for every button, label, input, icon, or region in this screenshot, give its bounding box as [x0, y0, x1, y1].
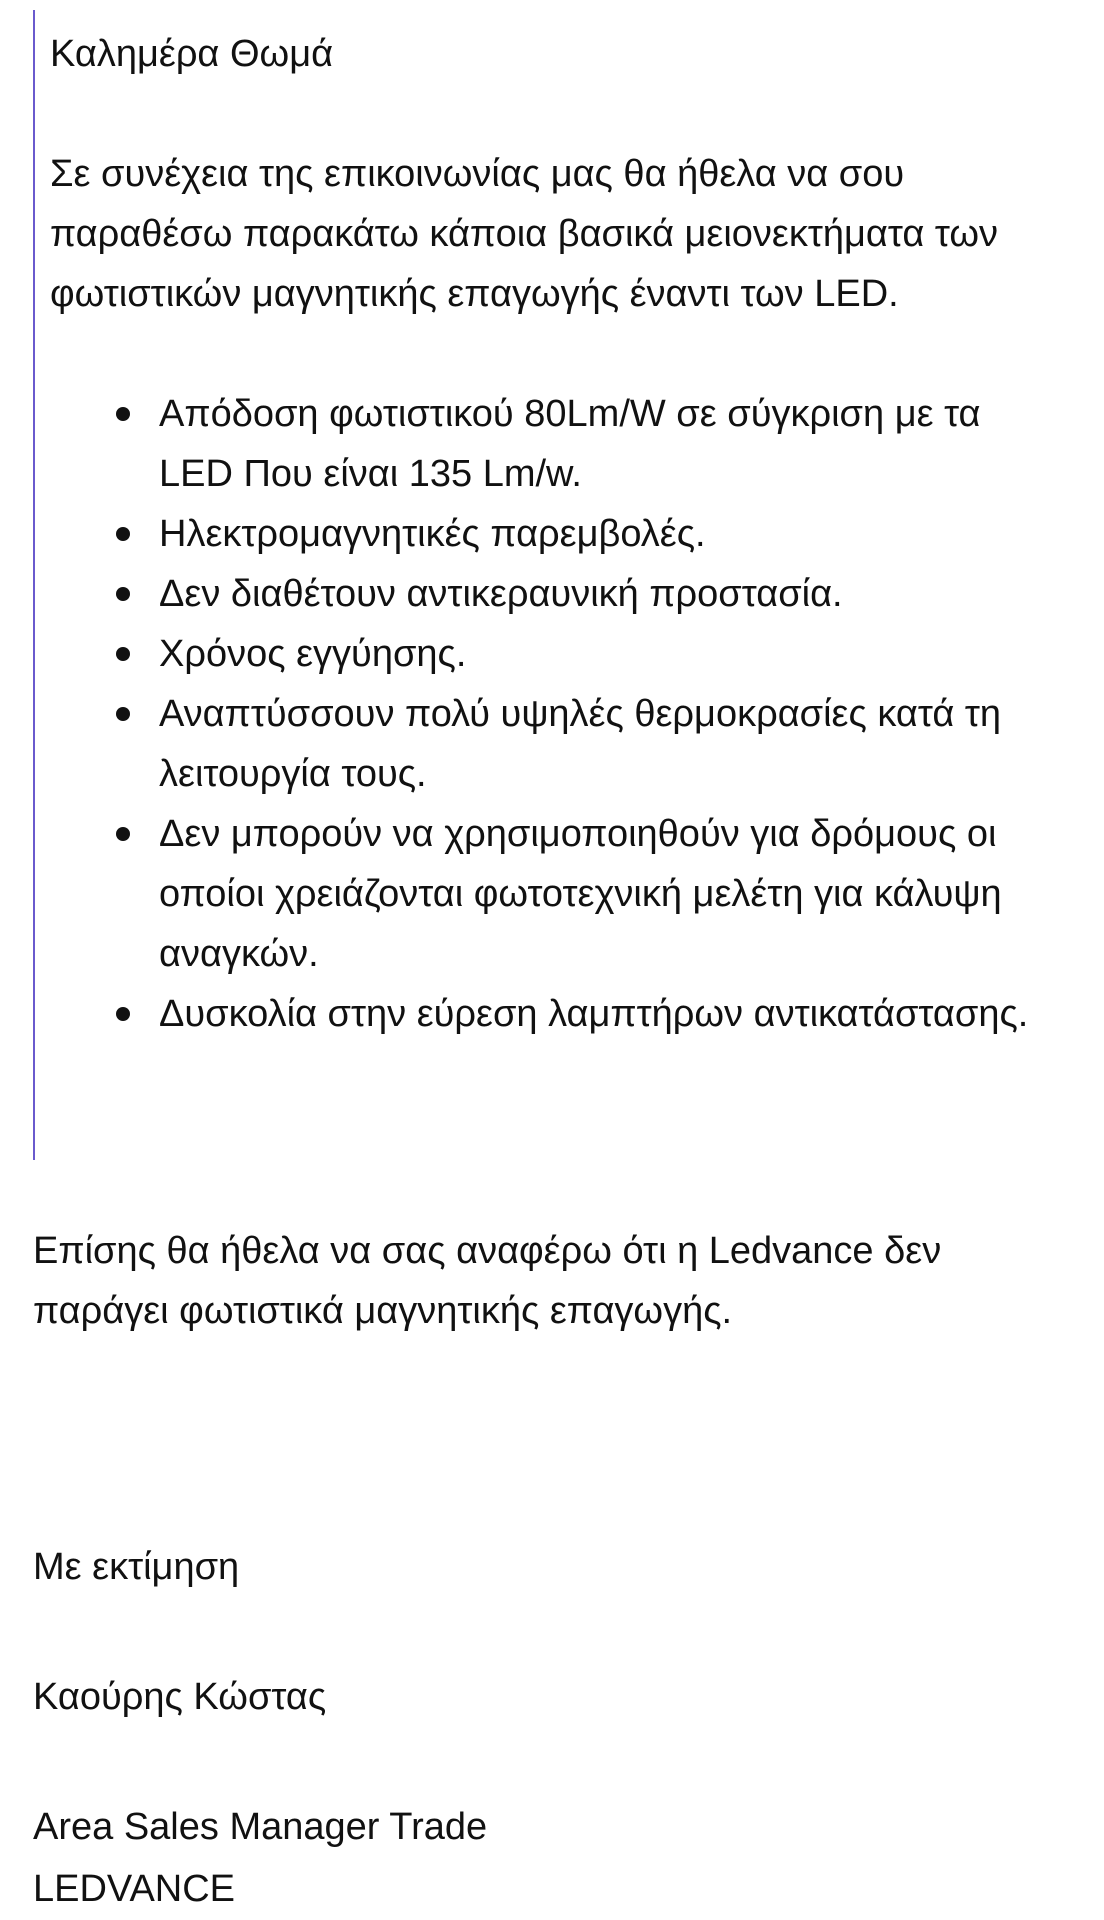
- greeting-text: Καλημέρα Θωμά: [50, 33, 334, 75]
- list-item: [50, 804, 1059, 984]
- list-item-text: Ηλεκτρομαγνητικές παρεμβολές.: [159, 513, 706, 555]
- bullet-icon: [116, 707, 130, 721]
- list-item: [50, 684, 1059, 804]
- list-item-text: Απόδοση φωτιστικού 80Lm/W σε σύγκριση με τα LED Που είναι 135 Lm/w.: [159, 393, 981, 495]
- signature-title: Area Sales Manager Trade: [33, 1806, 488, 1848]
- bullet-icon: [116, 647, 130, 661]
- intro-paragraph: Σε συνέχεια της επικοινωνίας μας θα ήθελα να σου παραθέσω παρακάτω κάποια βασικά μειονεκτήματα των φωτιστικών μαγνητικής επαγωγής έναντι των LED.: [50, 153, 998, 315]
- list-item: [50, 564, 1059, 624]
- bullet-icon: [116, 827, 130, 841]
- bullet-icon: [116, 587, 130, 601]
- signature-name: Καούρης Κώστας: [33, 1676, 327, 1718]
- list-item: [50, 504, 1059, 564]
- bullet-icon: [116, 407, 130, 421]
- list-item-text: Δυσκολία στην εύρεση λαμπτήρων αντικατάστασης.: [159, 993, 1029, 1035]
- bullet-icon: [116, 1007, 130, 1021]
- closing-text: Με εκτίμηση: [33, 1546, 240, 1588]
- list-item-text: Δεν μπορούν να χρησιμοποιηθούν για δρόμους οι οποίοι χρειάζονται φωτοτεχνική μελέτη για κάλυψη αναγκών.: [159, 813, 1002, 975]
- list-item: [50, 624, 1059, 684]
- list-item: [50, 384, 1059, 504]
- quoted-message: [33, 10, 1073, 1160]
- disadvantages-list: [50, 384, 1073, 1044]
- list-item-text: Δεν διαθέτουν αντικεραυνική προστασία.: [159, 573, 843, 615]
- signature-company: LEDVANCE: [33, 1868, 236, 1910]
- list-item-text: Χρόνος εγγύησης.: [159, 633, 467, 675]
- list-item: [50, 984, 1059, 1044]
- additional-paragraph: Επίσης θα ήθελα να σας αναφέρω ότι η Ledvance δεν παράγει φωτιστικά μαγνητικής επαγωγής.: [33, 1230, 942, 1332]
- list-item-text: Αναπτύσσουν πολύ υψηλές θερμοκρασίες κατά τη λειτουργία τους.: [159, 693, 1002, 795]
- bullet-icon: [116, 527, 130, 541]
